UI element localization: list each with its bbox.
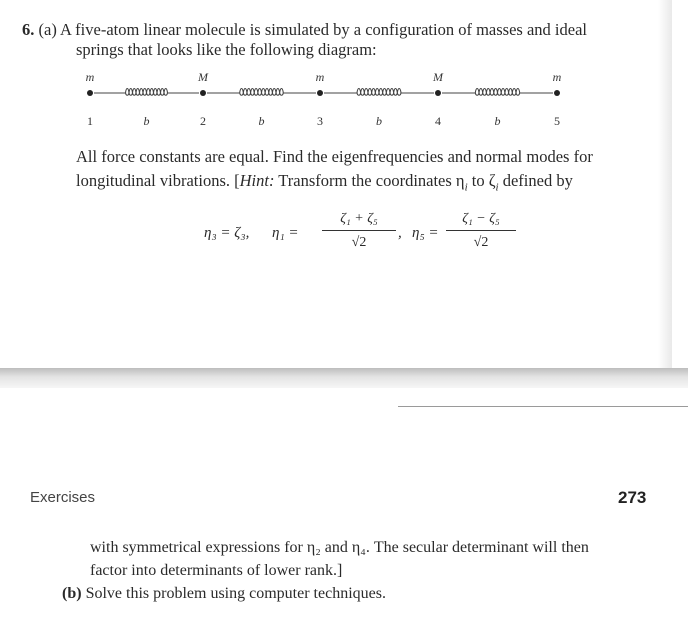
spring-label-1: b [143, 114, 150, 128]
fraction-eta5-denominator: √2 [473, 235, 489, 250]
spring-label-3: b [376, 114, 382, 128]
spring-4 [442, 89, 553, 96]
part-a-label: (a) [38, 20, 57, 39]
equation-eta5-lhs: η₅ = [412, 225, 439, 241]
fraction-eta5 [446, 212, 516, 252]
fraction-eta5-numerator: ζ₁ − ζ₅ [462, 211, 500, 226]
mass-label-3: m [315, 70, 325, 84]
position-label-4: 4 [435, 114, 441, 128]
problem-line-2: springs that looks like the following diagram: [76, 40, 377, 59]
mass-label-4: M [433, 70, 443, 84]
running-head-section: Exercises [30, 489, 96, 506]
page-separator [0, 368, 688, 388]
spring-2 [207, 89, 316, 96]
page-edge-shadow [658, 0, 672, 368]
position-label-2: 2 [200, 114, 206, 128]
mass-label-2: M [198, 70, 208, 84]
fraction-eta1-denominator: √2 [351, 235, 367, 250]
spring-label-4: b [494, 114, 501, 128]
problem-number: 6. [22, 20, 35, 39]
fraction-eta1 [322, 212, 396, 252]
problem-line-1: A five-atom linear molecule is simulated by a configuration of masses and ideal [60, 20, 587, 39]
part-b-label: (b) [62, 585, 82, 602]
problem-line-3: All force constants are equal. Find the eigenfrequencies and normal modes for [76, 147, 593, 166]
line4-sub: i [464, 181, 468, 194]
problem-line-4 [76, 173, 573, 193]
position-label-3: 3 [317, 114, 323, 128]
spring-mass-diagram [0, 0, 672, 140]
mass-label-5: m [552, 70, 562, 84]
spring-label-2: b [258, 114, 265, 128]
page-number: 273 [618, 488, 647, 507]
continuation-line-1: with symmetrical expressions for η₂ and η₄. The secular determinant will then [90, 539, 589, 556]
line4-final: defined by [498, 171, 573, 190]
mass-dot-3 [317, 90, 323, 96]
diagram-svg [0, 0, 672, 140]
fraction-eta5-bar [446, 230, 516, 231]
mass-dot-1 [87, 90, 93, 96]
hint-label: Hint: [239, 171, 275, 190]
mass-label-1: m [85, 70, 95, 84]
fraction-eta1-bar [322, 230, 396, 231]
equation-eta1-lhs: η₁ = [272, 225, 299, 241]
mass-dot-4 [435, 90, 441, 96]
line4-end: Transform the coordinates η [274, 171, 465, 190]
continuation-line-2: factor into determinants of lower rank.] [90, 562, 343, 579]
equation-separator: , [398, 225, 402, 241]
spring-1 [94, 89, 199, 96]
line4-start: longitudinal vibrations. [ [76, 171, 240, 190]
position-label-1: 1 [87, 114, 93, 128]
position-label-5: 5 [554, 114, 560, 128]
mass-dot-2 [200, 90, 206, 96]
labels-layer [86, 70, 562, 128]
part-b-line [62, 586, 386, 602]
springs-layer [94, 89, 553, 96]
spring-3 [324, 89, 434, 96]
equation-eta3: η₃ = ζ₃, [204, 225, 250, 241]
line4-tail: to ζ [467, 171, 496, 190]
part-b-text: Solve this problem using computer techniques. [85, 585, 386, 602]
header-rule [398, 406, 688, 407]
fraction-eta1-numerator: ζ₁ + ζ₅ [340, 211, 378, 226]
mass-dot-5 [554, 90, 560, 96]
line4-sub2: i [495, 181, 499, 194]
